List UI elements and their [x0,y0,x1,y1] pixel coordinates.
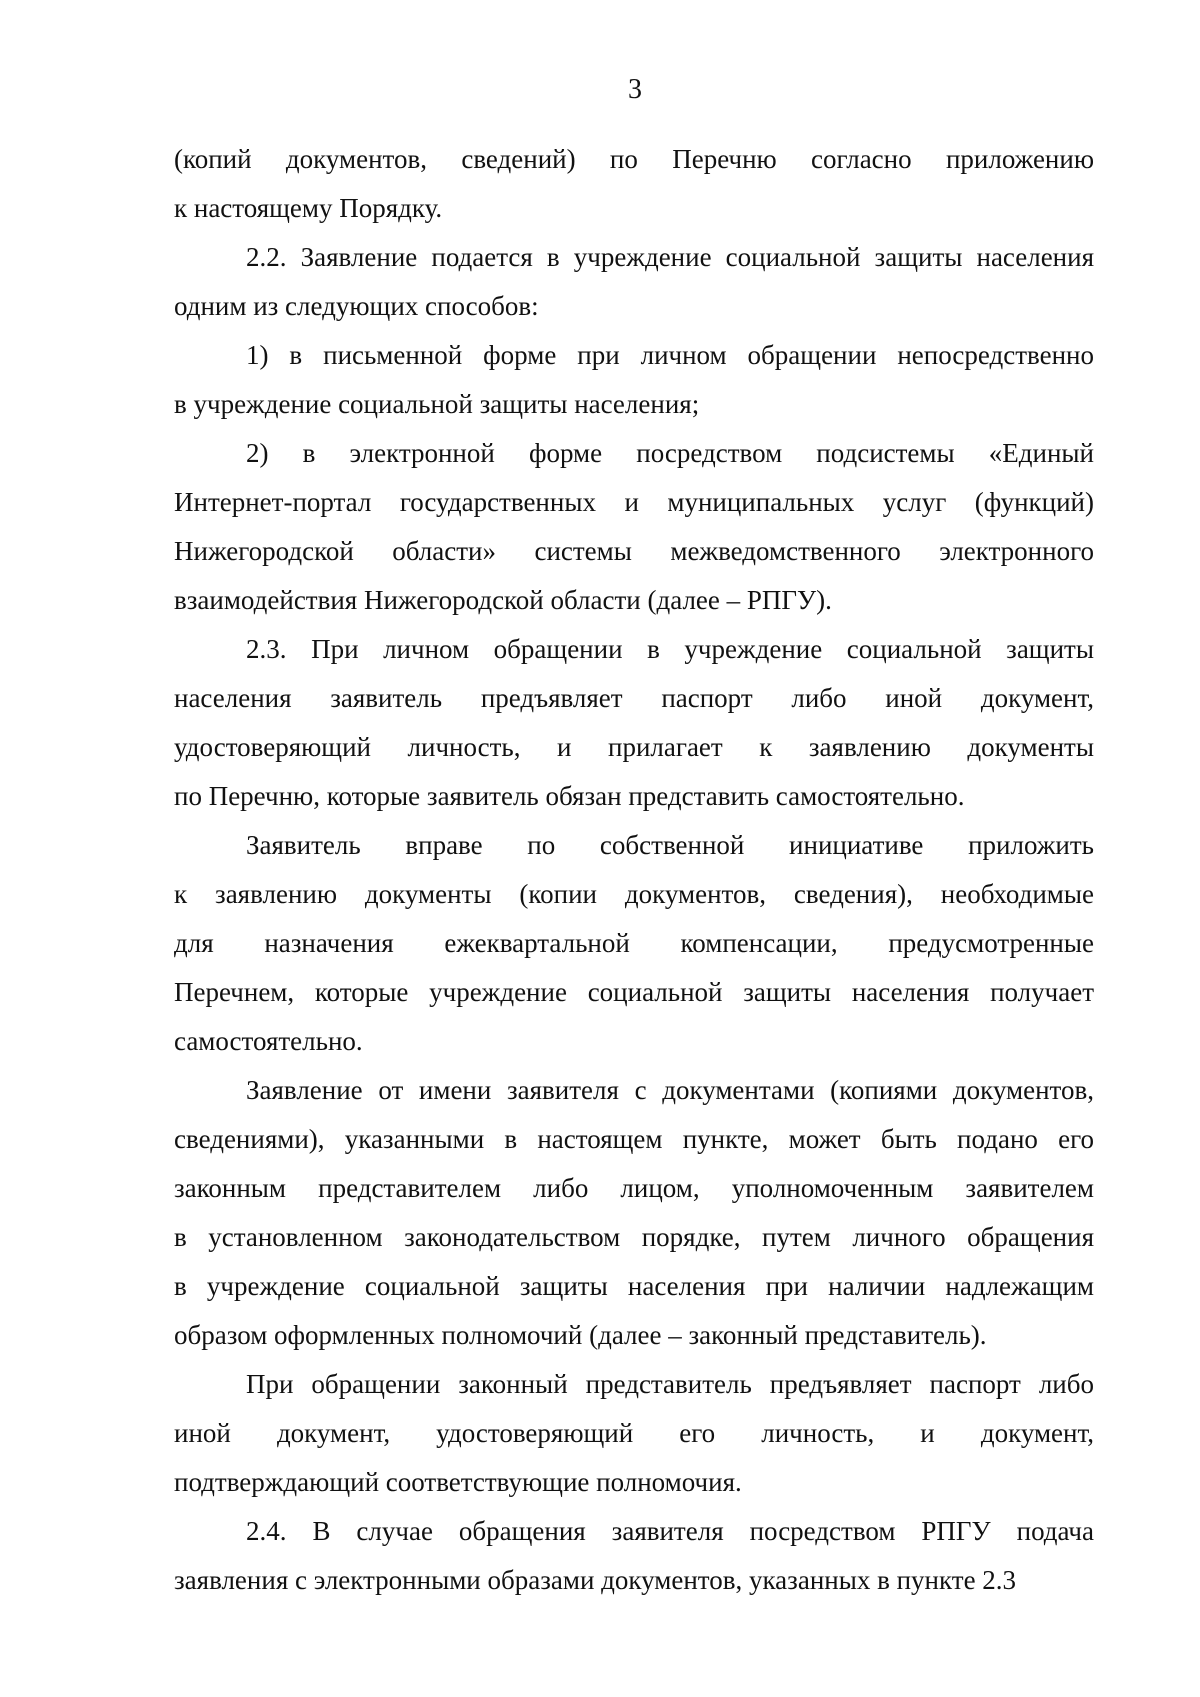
text-line: взаимодействия Нижегородской области (далее – РПГУ). [174,585,832,615]
page-number: 3 [628,74,642,105]
text-line: к заявлению документы (копии документов, сведения), необходимые [174,879,1094,909]
text-line: заявления с электронными образами документов, указанных в пункте 2.3 [174,1565,1017,1595]
paragraph-item-2 [174,429,1094,625]
text-line: удостоверяющий личность, и прилагает к заявлению документы [174,732,1094,762]
text-line: в установленном законодательством порядке, путем личного обращения [174,1222,1094,1252]
paragraph-2-3 [174,625,1094,821]
text-line: одним из следующих способов: [174,291,539,321]
text-line: 2.3. При личном обращении в учреждение социальной защиты [246,634,1094,664]
paragraph-applicant-right [174,821,1094,1066]
text-line: сведениями), указанными в настоящем пункте, может быть подано его [174,1124,1094,1154]
paragraph-continuation [174,135,1094,233]
text-line: Заявление от имени заявителя с документами (копиями документов, [246,1075,1094,1105]
text-line: 2.2. Заявление подается в учреждение социальной защиты населения [246,242,1094,272]
text-line: в учреждение социальной защиты населения при наличии надлежащим [174,1271,1094,1301]
text-line: иной документ, удостоверяющий его личность, и документ, [174,1418,1094,1448]
paragraph-representative [174,1066,1094,1360]
paragraph-item-1 [174,331,1094,429]
text-line: законным представителем либо лицом, уполномоченным заявителем [174,1173,1094,1203]
text-line: Заявитель вправе по собственной инициативе приложить [246,830,1094,860]
paragraph-2-4 [174,1507,1094,1605]
text-line: 1) в письменной форме при личном обращении непосредственно [246,340,1094,370]
text-line: Интернет-портал государственных и муниципальных услуг (функций) [174,487,1094,517]
text-line: в учреждение социальной защиты населения; [174,389,700,419]
paragraph-representative-documents [174,1360,1094,1507]
text-line: (копий документов, сведений) по Перечню согласно приложению [174,144,1094,174]
text-line: для назначения ежеквартальной компенсации, предусмотренные [174,928,1094,958]
text-line: 2.4. В случае обращения заявителя посредством РПГУ подача [246,1516,1094,1546]
text-line: образом оформленных полномочий (далее – законный представитель). [174,1320,987,1350]
text-line: подтверждающий соответствующие полномочия. [174,1467,742,1497]
text-line: 2) в электронной форме посредством подсистемы «Единый [246,438,1094,468]
text-line: Перечнем, которые учреждение социальной защиты населения получает [174,977,1094,1007]
text-line: При обращении законный представитель предъявляет паспорт либо [246,1369,1094,1399]
text-line: населения заявитель предъявляет паспорт либо иной документ, [174,683,1094,713]
text-line: к настоящему Порядку. [174,193,443,223]
text-line: самостоятельно. [174,1026,363,1056]
text-line: по Перечню, которые заявитель обязан представить самостоятельно. [174,781,965,811]
text-line: Нижегородской области» системы межведомственного электронного [174,536,1094,566]
document-body [174,135,1094,1605]
paragraph-2-2 [174,233,1094,331]
